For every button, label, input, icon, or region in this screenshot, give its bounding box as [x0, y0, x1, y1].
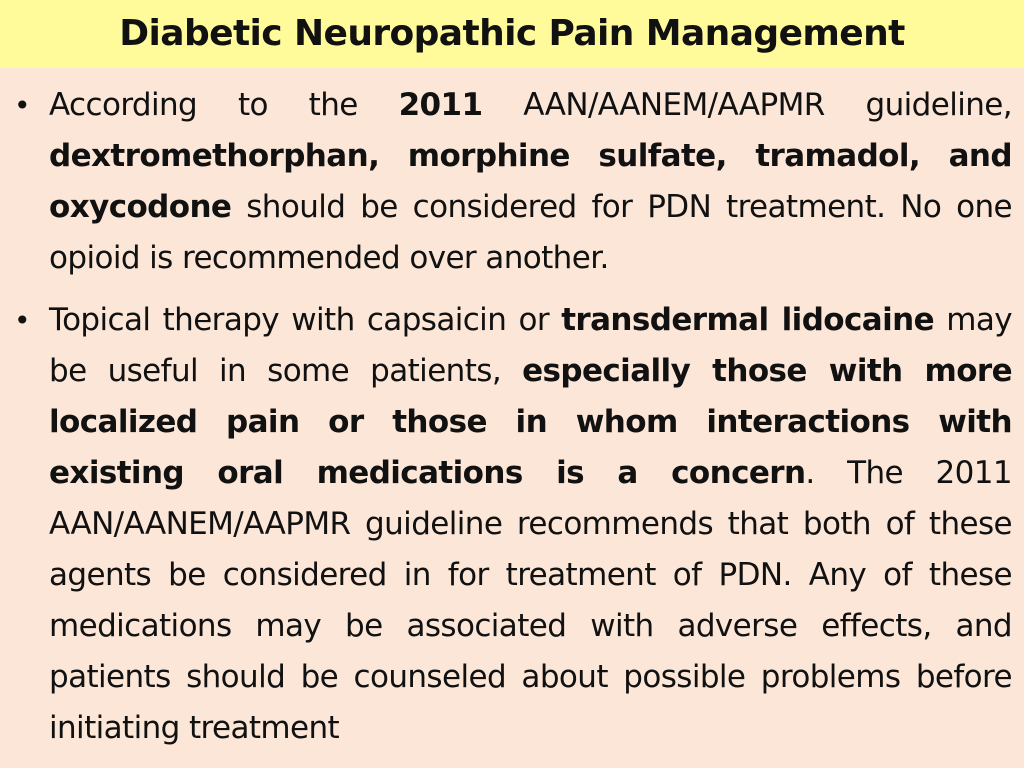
bullet-emphasis-lidocaine: transdermal lidocaine [561, 302, 935, 338]
bullet-text: should be considered for PDN treatment. No one opioid is recommended over another. [49, 189, 1012, 276]
bullet-text: According to the [49, 87, 399, 123]
bullet-emphasis-drugs: dextromethorphan, morphine sulfate, tramadol, and oxycodone [49, 138, 1012, 225]
bullet-emphasis-localized-pain: especially those with more localized pain or those in whom interactions with existing oral medications is a concern [49, 353, 1013, 491]
slide-content [0, 80, 1024, 754]
bullet-topical-therapy [0, 295, 1024, 754]
bullet-opioids [0, 80, 1024, 284]
bullet-emphasis-year: 2011 [398, 87, 483, 123]
bullet-dot-icon: • [14, 89, 30, 122]
bullet-dot-icon: • [14, 304, 30, 337]
bullet-text: may be useful in some patients, [49, 302, 1012, 389]
bullet-text: Topical therapy with capsaicin or [49, 302, 562, 338]
title-bar [0, 0, 1024, 68]
slide-title: Diabetic Neuropathic Pain Management [119, 13, 905, 54]
bullet-text: AAN/AANEM/AAPMR guideline, [482, 87, 1012, 123]
bullet-text: . The 2011 AAN/AANEM/AAPMR guideline recommends that both of these agents be considered in for treatment of PDN. Any of these medications may be associated with adverse effects, and patients should be counseled about possible problems before initiating treatment [49, 455, 1012, 746]
